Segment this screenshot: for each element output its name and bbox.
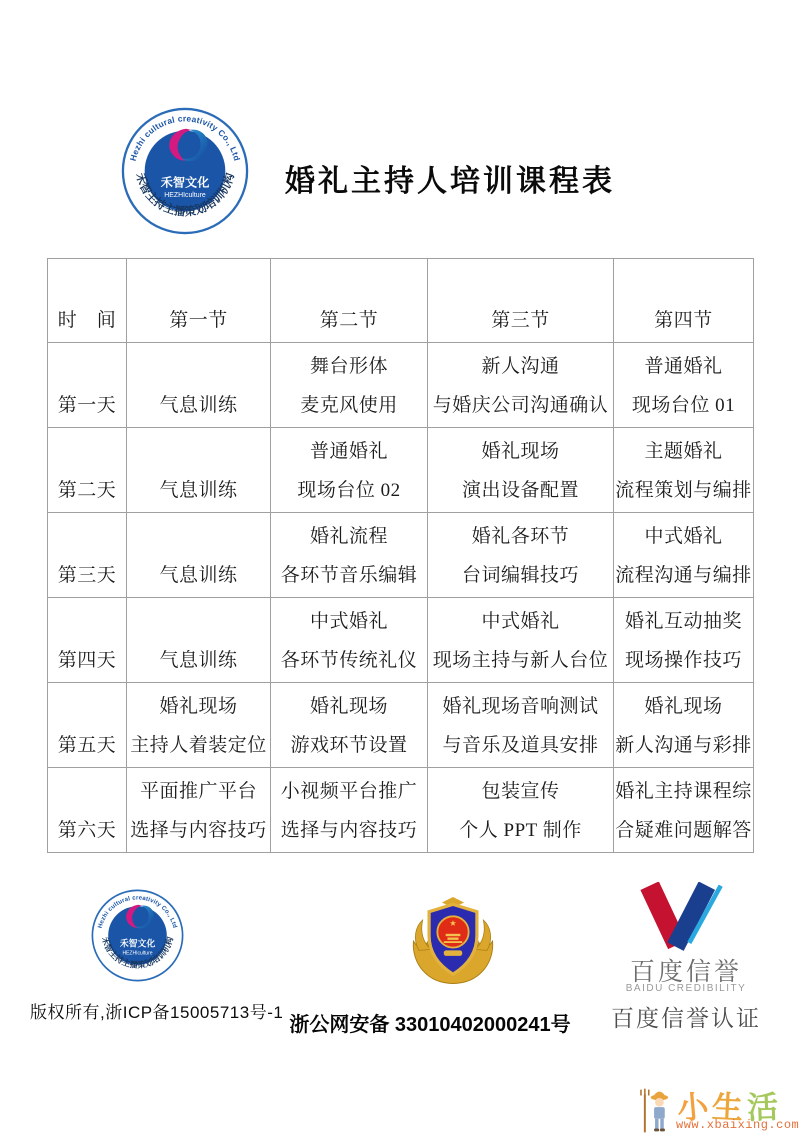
- farmer-mascot-icon: [640, 1086, 673, 1136]
- schedule-cell: 婚礼各环节 台词编辑技巧: [428, 513, 614, 598]
- copyright-icp-text: 版权所有,浙ICP备15005713号-1: [30, 1003, 284, 1022]
- schedule-cell: 包装宣传 个人 PPT 制作: [428, 768, 614, 853]
- schedule-cell: 婚礼现场 新人沟通与彩排: [614, 683, 754, 768]
- header-cell-time: 时 间: [48, 259, 127, 343]
- schedule-cell: 婚礼现场 游戏环节设置: [271, 683, 428, 768]
- site-watermark: [640, 1082, 798, 1138]
- schedule-cell: 中式婚礼 现场主持与新人台位: [428, 598, 614, 683]
- schedule-cell: 婚礼现场 演出设备配置: [428, 428, 614, 513]
- table-row-day5: [48, 683, 754, 768]
- baidu-certified-label: 百度信誉认证: [611, 1005, 761, 1031]
- day-cell: 第四天: [48, 598, 127, 683]
- header-cell-session1: 第一节: [127, 259, 271, 343]
- table-row-day2: [48, 428, 754, 513]
- schedule-cell: 舞台形体 麦克风使用: [271, 343, 428, 428]
- page-title: 婚礼主持人培训课程表: [285, 165, 615, 198]
- day-cell: 第五天: [48, 683, 127, 768]
- header-cell-session3: 第三节: [428, 259, 614, 343]
- table-row-day3: [48, 513, 754, 598]
- schedule-cell: 普通婚礼 现场台位 02: [271, 428, 428, 513]
- day-cell: 第六天: [48, 768, 127, 853]
- schedule-cell: 气息训练: [127, 598, 271, 683]
- table-row-day6: [48, 768, 754, 853]
- schedule-cell: 气息训练: [127, 428, 271, 513]
- baidu-credibility-en-label: BAIDU CREDIBILITY: [625, 983, 747, 994]
- schedule-cell: 新人沟通 与婚庆公司沟通确认: [428, 343, 614, 428]
- schedule-cell: 中式婚礼 各环节传统礼仪: [271, 598, 428, 683]
- day-cell: 第三天: [48, 513, 127, 598]
- day-cell: 第二天: [48, 428, 127, 513]
- schedule-cell: 婚礼流程 各环节音乐编辑: [271, 513, 428, 598]
- hezhi-logo-icon: [121, 107, 249, 235]
- schedule-cell: 婚礼现场音响测试 与音乐及道具安排: [428, 683, 614, 768]
- public-security-beian-text: 浙公网安备 33010402000241号: [289, 1014, 571, 1036]
- schedule-cell: 婚礼现场 主持人着装定位: [127, 683, 271, 768]
- watermark-url: www.xbaixing.com: [676, 1118, 800, 1132]
- schedule-cell: 小视频平台推广 选择与内容技巧: [271, 768, 428, 853]
- day-cell: 第一天: [48, 343, 127, 428]
- schedule-cell: 婚礼互动抽奖 现场操作技巧: [614, 598, 754, 683]
- police-badge-icon: [407, 893, 499, 993]
- schedule-cell: 气息训练: [127, 343, 271, 428]
- hezhi-logo-icon: [91, 889, 184, 982]
- baidu-credibility-icon: [632, 882, 730, 954]
- watermark-site-name: 小生活: [675, 1088, 779, 1127]
- table-row-day1: [48, 343, 754, 428]
- schedule-cell: 普通婚礼 现场台位 01: [614, 343, 754, 428]
- schedule-cell: 气息训练: [127, 513, 271, 598]
- schedule-cell: 平面推广平台 选择与内容技巧: [127, 768, 271, 853]
- schedule-cell: 婚礼主持课程综 合疑难问题解答: [614, 768, 754, 853]
- header-cell-session4: 第四节: [614, 259, 754, 343]
- table-header-row: [48, 259, 754, 343]
- schedule-cell: 中式婚礼 流程沟通与编排: [614, 513, 754, 598]
- table-row-day4: [48, 598, 754, 683]
- course-schedule-table: [47, 258, 754, 853]
- schedule-cell: 主题婚礼 流程策划与编排: [614, 428, 754, 513]
- baidu-credibility-cn-label: 百度信誉: [629, 958, 742, 986]
- header-cell-session2: 第二节: [271, 259, 428, 343]
